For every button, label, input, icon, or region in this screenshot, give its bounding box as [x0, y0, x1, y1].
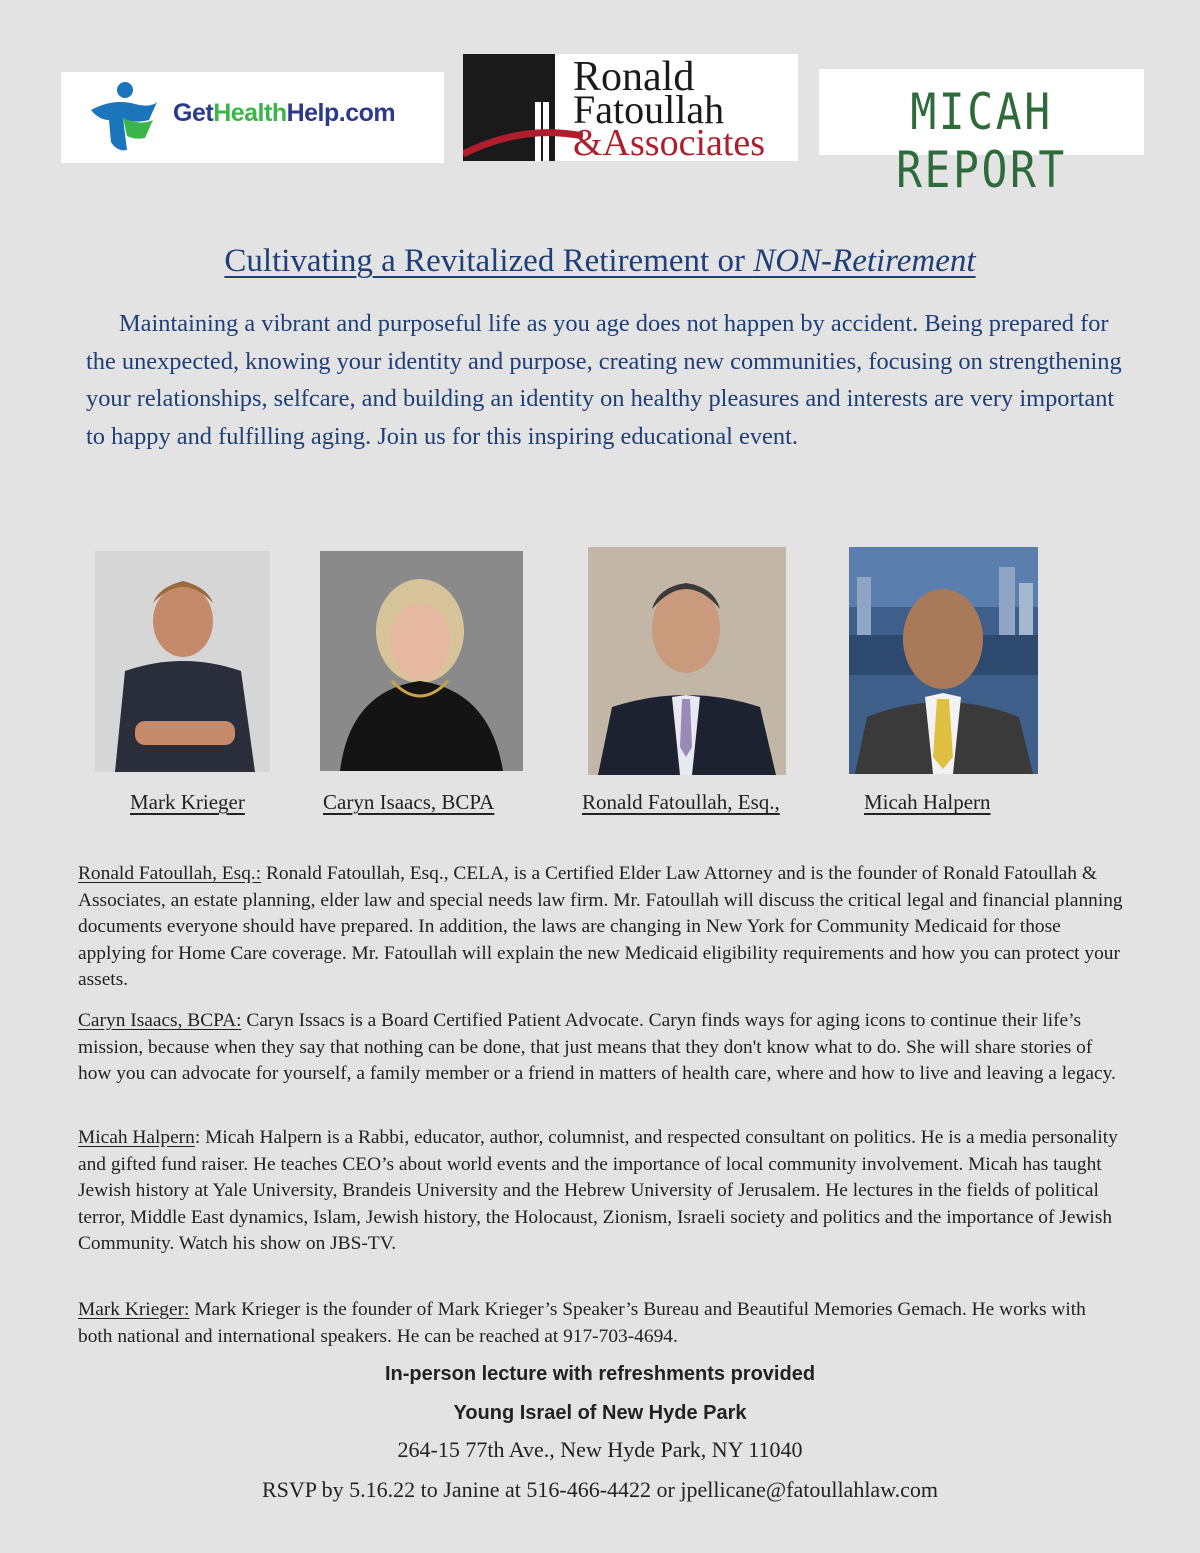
ronald-fatoullah-photo	[588, 547, 786, 775]
caption-ronald-fatoullah: Ronald Fatoullah, Esq.,	[582, 790, 780, 814]
bio-text: Caryn Issacs is a Board Certified Patient Advocate. Caryn finds ways for aging icons to continue their life’s mission, because when they say that nothing can be done, that just means that they don't know what to do. She will share stories of how you can advocate for yourself, a family member or a friend in matters of health care, where and how to live and leaving a legacy.	[78, 1010, 1116, 1085]
event-venue: Young Israel of New Hyde Park	[453, 1402, 747, 1424]
mark-krieger-portrait-image	[95, 551, 270, 772]
bio-text: Mark Krieger is the founder of Mark Krieger’s Speaker’s Bureau and Beautiful Memories Gemach. He works with both national and international speakers. He can be reached at 917-703-4694.	[78, 1299, 1086, 1347]
rfa-logo-line-3: &Associates	[573, 122, 766, 164]
event-address: 264-15 77th Ave., New Hyde Park, NY 11040	[397, 1437, 803, 1462]
caption-mark-krieger: Mark Krieger	[130, 790, 245, 814]
micah-halpern-photo	[849, 547, 1038, 774]
bio-name: Micah Halpern	[78, 1127, 195, 1148]
ronald-fatoullah-emblem-icon	[463, 54, 583, 161]
gethealthhelp-logo-text: GetHealthHelp.com	[173, 99, 396, 127]
caryn-isaacs-photo	[320, 551, 523, 771]
bio-caryn-isaacs	[78, 1008, 1123, 1088]
rfa-logo-line-2: Fatoullah	[573, 87, 725, 132]
bio-micah-halpern	[78, 1125, 1123, 1258]
mark-krieger-photo	[95, 551, 270, 772]
bio-name: Ronald Fatoullah, Esq.:	[78, 863, 262, 884]
bio-name: Mark Krieger:	[78, 1299, 190, 1320]
gethealthhelp-figure-icon	[83, 80, 163, 156]
micah-report-logo	[819, 69, 1144, 199]
ronald-fatoullah-portrait-image	[588, 547, 786, 775]
bio-text: Ronald Fatoullah, Esq., CELA, is a Certified Elder Law Attorney and is the founder of Ronald Fatoullah & Associates, an estate planning, elder law and special needs law firm. Mr. Fatoullah will discuss the critical legal and financial planning documents everyone should have prepared. In addition, the laws are changing in New York for Community Medicaid for those applying for Home Care coverage. Mr. Fatoullah will explain the new Medicaid eligibility requirements and how you can protect your assets.	[78, 863, 1123, 991]
event-rsvp: RSVP by 5.16.22 to Janine at 516-466-4422 or jpellicane@fatoullahlaw.com	[261, 1477, 939, 1502]
bio-name: Caryn Isaacs, BCPA:	[78, 1010, 242, 1031]
rfa-logo-line-1: Ronald	[573, 54, 695, 100]
bio-text: : Micah Halpern is a Rabbi, educator, author, columnist, and respected consultant on politics. He is a media personality and gifted fund raiser. He teaches CEO’s about world events and the importance of local community involvement. Micah has taught Jewish history at Yale University, Brandeis University and the Hebrew University of Jerusalem. He lectures in the fields of political terror, Middle East dynamics, Islam, Jewish history, the Holocaust, Zionism, Israeli society and politics and the importance of Jewish Community. Watch his show on JBS-TV.	[78, 1127, 1118, 1255]
bio-ronald-fatoullah	[78, 861, 1123, 994]
event-lecture-note: In-person lecture with refreshments provided	[384, 1363, 816, 1385]
micah-halpern-portrait-image	[849, 547, 1038, 774]
caption-micah-halpern: Micah Halpern	[864, 790, 991, 814]
ronald-fatoullah-logo	[463, 54, 798, 164]
caryn-isaacs-portrait-image	[320, 551, 523, 771]
intro-paragraph: Maintaining a vibrant and purposeful life as you age does not happen by accident. Being prepared for the unexpected, knowing your identity and purpose, creating new communities, focusing on strengthening your relationships, selfcare, and building an identity on healthy pleasures and interests are very important to happy and fulfilling aging. Join us for this inspiring educational event.	[86, 310, 1122, 450]
bio-mark-krieger	[78, 1297, 1123, 1350]
page-title	[0, 243, 1200, 280]
title-italic: NON-Retirement	[753, 243, 976, 279]
gethealthhelp-logo	[61, 72, 444, 163]
title-main: Cultivating a Revitalized Retirement or	[224, 243, 754, 279]
caption-caryn-isaacs: Caryn Isaacs, BCPA	[323, 790, 495, 814]
micah-report-logo-text: MICAH REPORT	[896, 83, 1067, 199]
